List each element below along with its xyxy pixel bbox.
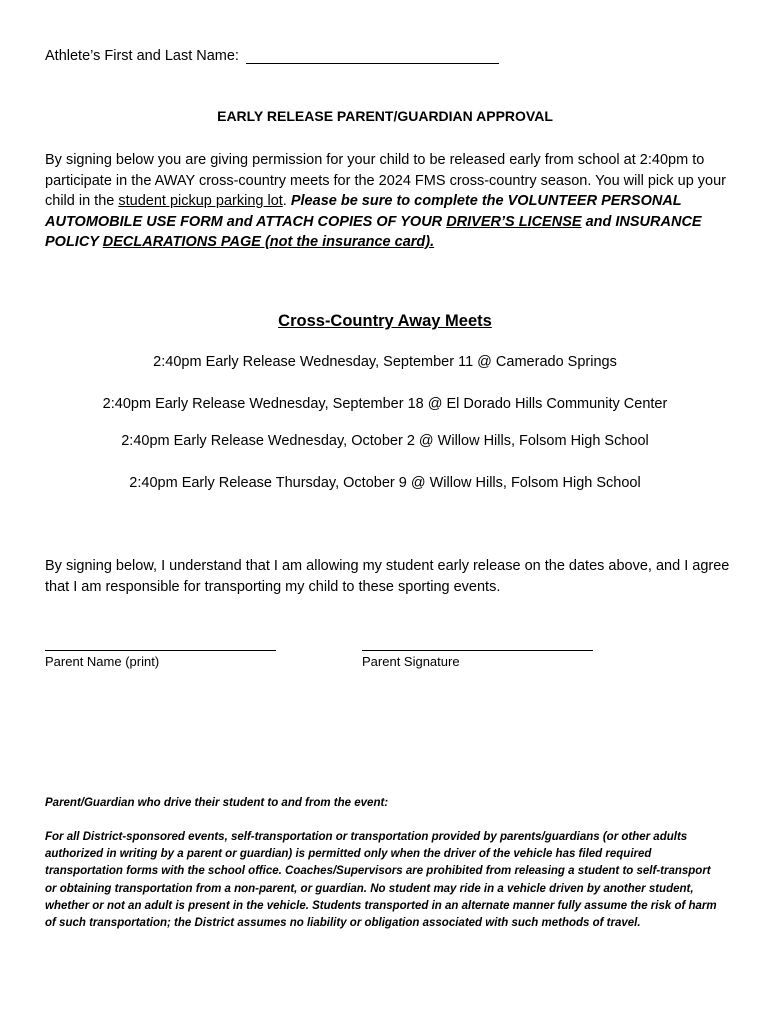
agreement-paragraph: By signing below, I understand that I am allowing my student early release on the dates above, and I agree that I am responsible for transporting my child to these sporting events. [45,558,730,595]
permission-paragraph [45,150,735,253]
parent-name-label: Parent Name (print) [45,654,160,669]
permission-text-2: . [282,193,291,209]
athlete-name-field [45,47,499,64]
athlete-name-label: Athlete’s First and Last Name: [45,48,239,64]
athlete-name-blank-line[interactable] [246,47,499,64]
meet-item: 2:40pm Early Release Thursday, October 9 @ Willow Hills, Folsom High School [129,475,641,491]
meet-item: 2:40pm Early Release Wednesday, September 18 @ El Dorado Hills Community Center [102,396,668,412]
form-heading: EARLY RELEASE PARENT/GUARDIAN APPROVAL [217,108,553,124]
parent-signature-label: Parent Signature [362,654,460,669]
insurance-instructions: and INSURANCE POLICY [45,213,702,250]
permission-text: By signing below you are giving permission for your child to be released early from school at 2:40pm to participate in the AWAY cross-country meets for the 2024 FMS cross-country season. You will pick up your child in the [45,152,727,209]
notes-title: Parent/Guardian who drive their student to and from the event: [45,797,389,809]
notes-body: For all District-sponsored events, self-transportation or transportation provided by parents/guardians (or other adults authorized in writing by a parent or guardian) is permitted only when the driver of the vehicle has filed required transportation forms with the school office. Coaches/Supervisors are prohibited from releasing a student to self-transport or obtaining transportation from a non-parent, or guardian. No student may ride in a vehicle driven by another student, whether or not an adult is present in the vehicle. Students transported in an alternate manner fully assume the risk of harm of such transportation; the District assumes no liability or obligation associated with such methods of travel. [45,831,717,930]
parent-name-line[interactable] [45,636,276,651]
pickup-location-text: student pickup parking lot [118,193,283,209]
drivers-license-text: DRIVER’S LICENSE [446,213,582,230]
parent-signature-line[interactable] [362,636,593,651]
meet-item: 2:40pm Early Release Wednesday, September 11 @ Camerado Springs [153,354,617,370]
meet-item: 2:40pm Early Release Wednesday, October 2 @ Willow Hills, Folsom High School [121,433,649,449]
declarations-page-text: DECLARATIONS PAGE (not the insurance card). [102,234,435,250]
form-instructions: Please be sure to complete the VOLUNTEER PERSONAL AUTOMOBILE USE FORM and ATTACH COPIES OF YOUR [45,193,682,230]
meets-title: Cross-Country Away Meets [278,312,492,330]
